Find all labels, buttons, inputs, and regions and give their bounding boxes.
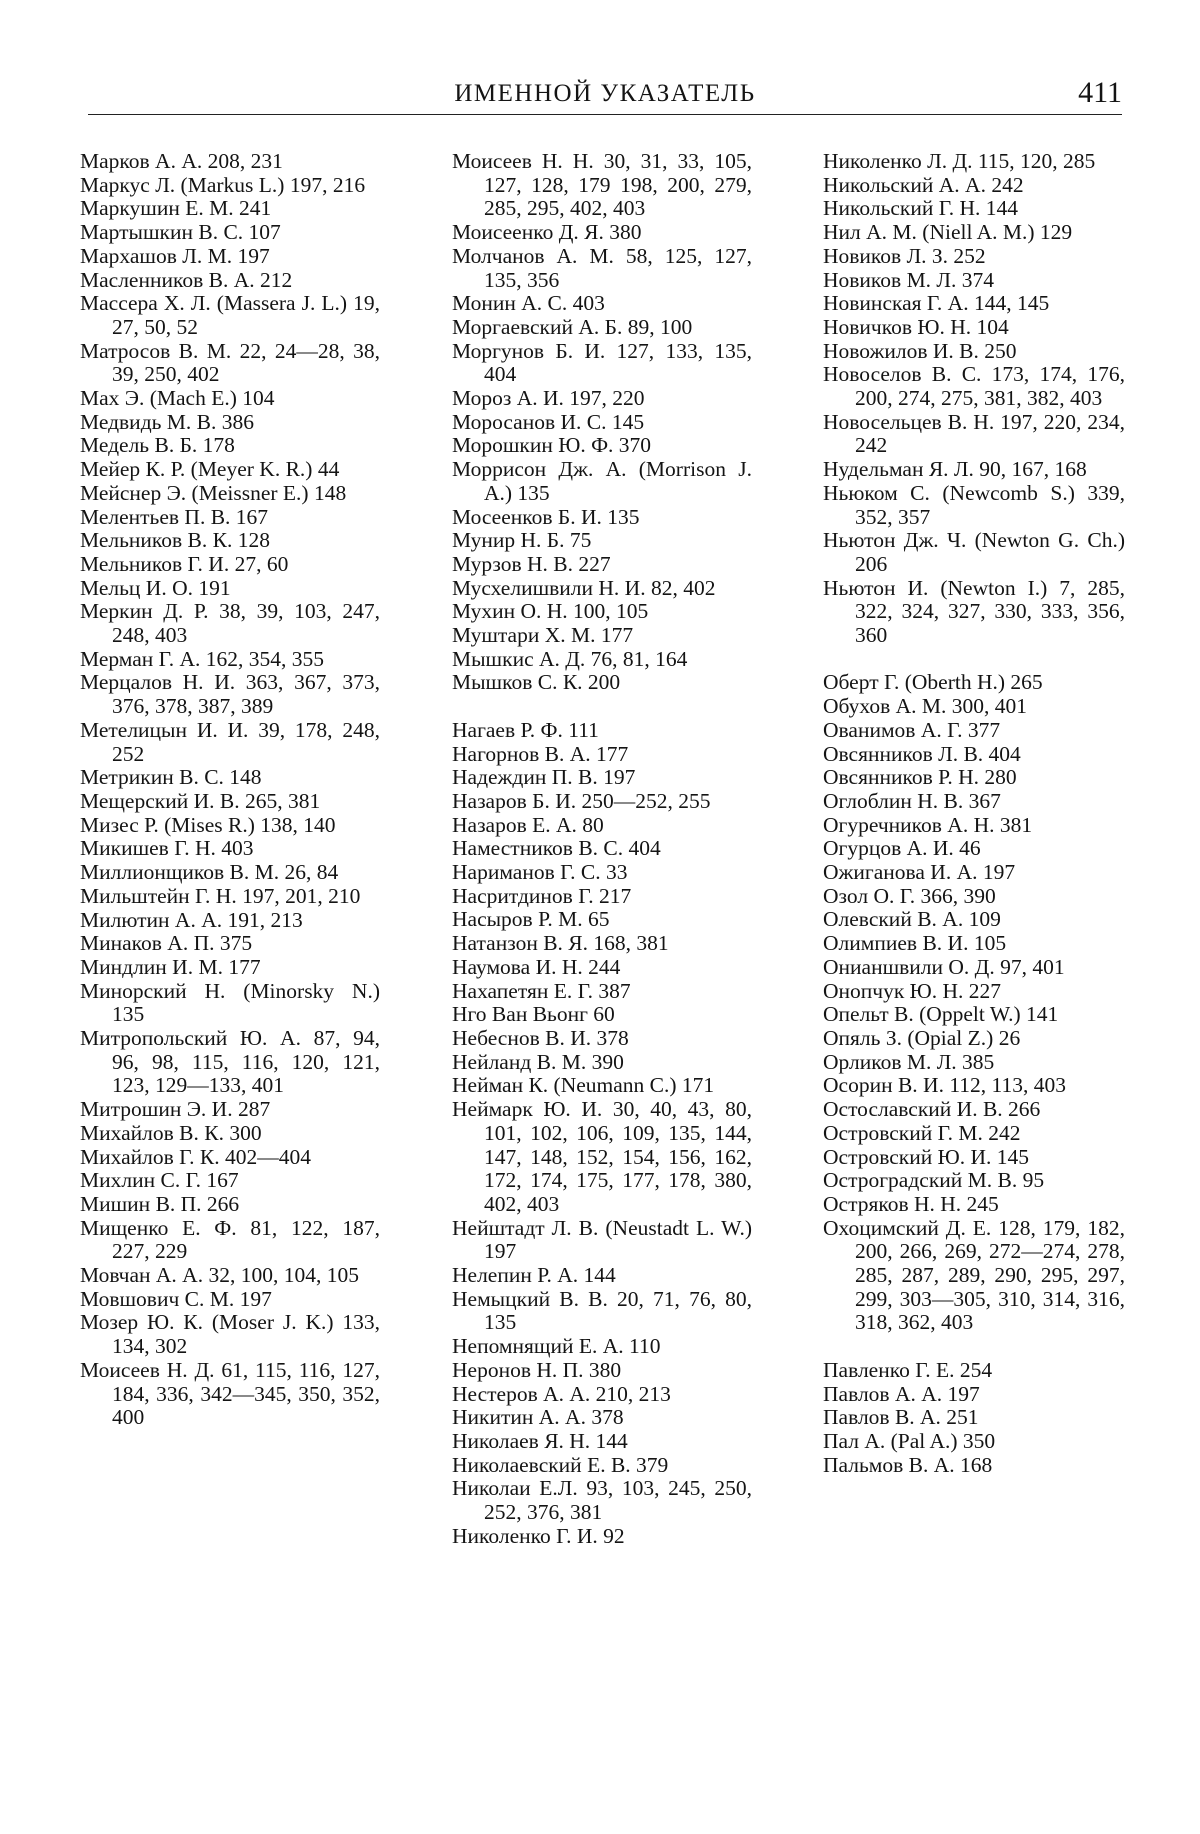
index-entry: Насритдинов Г. 217 <box>452 883 632 908</box>
index-entry: Митрошин Э. И. 287 <box>80 1097 271 1122</box>
index-entry: Онианшвили О. Д. 97, 401 <box>823 954 1065 979</box>
index-entry: Николаевский Е. В. 379 <box>452 1452 669 1477</box>
index-entry: Оглоблин Н. В. 367 <box>823 788 1001 813</box>
index-entry: Микишев Г. Н. 403 <box>80 836 254 861</box>
index-entry: Осорин В. И. 112, 113, 403 <box>823 1073 1066 1098</box>
index-entry: Небеснов В. И. 378 <box>452 1026 629 1050</box>
index-entry: Мархашов Л. М. 197 <box>80 243 270 268</box>
index-entry: Остославский И. В. 266 <box>823 1097 1041 1122</box>
index-entry: Муштари Х. М. 177 <box>452 623 634 648</box>
index-entry: Островский Г. М. 242 <box>823 1120 1021 1145</box>
index-entry: Немыцкий В. В. 20, 71, 76, 80, 135 <box>452 1286 752 1335</box>
index-entry: Миндлин И. М. 177 <box>80 954 261 979</box>
running-title: ИМЕННОЙ УКАЗАТЕЛЬ <box>454 80 756 107</box>
index-entry: Моррисон Дж. А. (Morrison J. A.) 135 <box>452 457 752 505</box>
index-entry: Николаев Я. Н. 144 <box>452 1428 628 1453</box>
index-entry: Миллионщиков В. М. 26, 84 <box>80 860 339 885</box>
index-entry: Моисеев Н. Н. 30, 31, 33, 105, 127, 128, 179 198, 200, 279, 285, 295, 402, 403 <box>452 149 752 221</box>
index-entry: Непомнящий Е. А. 110 <box>452 1334 661 1359</box>
index-entry: Мизес Р. (Mises R.) 138, 140 <box>80 812 336 837</box>
index-entry: Остроградский М. В. 95 <box>823 1168 1045 1193</box>
index-entry: Моисеев Н. Д. 61, 115, 116, 127, 184, 336, 342—345, 350, 352, 400 <box>80 1357 380 1430</box>
index-entry: Мельников В. К. 128 <box>80 528 270 553</box>
index-entry: Николенко Г. И. 92 <box>452 1523 625 1548</box>
index-entry: Орликов М. Л. 385 <box>823 1049 995 1074</box>
index-entry: Меркин Д. Р. 38, 39, 103, 247, 248, 403 <box>80 599 380 648</box>
letter-group-gap <box>452 695 752 719</box>
index-entry: Мышков С. К. 200 <box>452 670 621 695</box>
index-entry: Неймарк Ю. И. 30, 40, 43, 80, 101, 102, 106, 109, 135, 144, 147, 148, 152, 154, 156, 162, 172, 174, 175, 177, 178, 380, 402, 403 <box>452 1097 752 1216</box>
index-entry: Нудельман Я. Л. 90, 167, 168 <box>823 457 1087 482</box>
index-entry: Медель В. Б. 178 <box>80 433 235 458</box>
letter-group-gap <box>823 1335 1125 1359</box>
index-entry: Минаков А. П. 375 <box>80 931 253 956</box>
index-entry: Монин А. С. 403 <box>452 291 605 316</box>
index-entry: Нил А. М. (Niell A. M.) 129 <box>823 220 1073 245</box>
index-entry: Николенко Л. Д. 115, 120, 285 <box>823 149 1096 173</box>
index-entry: Надеждин П. В. 197 <box>452 765 636 790</box>
index-entry: Моргунов Б. И. 127, 133, 135, 404 <box>452 338 752 387</box>
index-entry: Ожиганова И. А. 197 <box>823 860 1016 885</box>
index-entry: Мельников Г. И. 27, 60 <box>80 551 289 576</box>
index-entry: Милютин А. А. 191, 213 <box>80 907 303 932</box>
index-entry: Ньюком С. (Newcomb S.) 339, 352, 357 <box>823 480 1125 529</box>
index-entry: Ованимов А. Г. 377 <box>823 717 1001 742</box>
index-entry: Мусхелишвили Н. И. 82, 402 <box>452 575 716 600</box>
index-entry: Моргаевский А. Б. 89, 100 <box>452 314 693 339</box>
index-entry: Охоцимский Д. Е. 128, 179, 182, 200, 266, 269, 272—274, 278, 285, 287, 289, 290, 295, 297, 299, 303—305, 310, 314, 316, 318, 362, 403 <box>823 1215 1125 1335</box>
index-entry: Наумова И. Н. 244 <box>452 954 621 979</box>
index-entry: Маркус Л. (Markus L.) 197, 216 <box>80 172 366 197</box>
index-entry: Мейснер Э. (Meissner E.) 148 <box>80 480 347 505</box>
index-entry: Овсянников Л. В. 404 <box>823 741 1021 766</box>
index-entry: Олевский В. А. 109 <box>823 907 1001 932</box>
index-entry: Онопчук Ю. Н. 227 <box>823 978 1002 1003</box>
index-entry: Нариманов Г. С. 33 <box>452 860 628 885</box>
index-entry: Мейер К. Р. (Meyer K. R.) 44 <box>80 457 340 482</box>
index-entry: Мовшович С. М. 197 <box>80 1286 272 1311</box>
page-number: 411 <box>1078 76 1122 109</box>
index-entry: Мартышкин В. С. 107 <box>80 220 281 245</box>
index-entry: Мовчан А. А. 32, 100, 104, 105 <box>80 1263 359 1288</box>
header-rule <box>88 114 1122 115</box>
index-entry: Михайлов В. К. 300 <box>80 1120 262 1145</box>
index-entry: Нестеров А. А. 210, 213 <box>452 1381 671 1406</box>
index-entry: Маркушин Е. М. 241 <box>80 196 272 221</box>
index-entry: Моросанов И. С. 145 <box>452 409 645 434</box>
index-entry: Ньютон Дж. Ч. (Newton G. Ch.) 206 <box>823 528 1125 576</box>
index-entry: Неронов Н. П. 380 <box>452 1357 622 1382</box>
index-entry: Метрикин В. С. 148 <box>80 765 262 790</box>
index-entry: Мельц И. О. 191 <box>80 575 231 600</box>
index-entry: Матросов В. М. 22, 24—28, 38, 39, 250, 402 <box>80 338 380 387</box>
index-entry: Морошкин Ю. Ф. 370 <box>452 433 652 458</box>
letter-group-gap <box>823 648 1125 672</box>
index-entry: Огурцов А. И. 46 <box>823 836 981 861</box>
index-entry: Нагаев Р. Ф. 111 <box>452 717 599 742</box>
index-entry: Новоселов В. С. 173, 174, 176, 200, 274, 275, 381, 382, 403 <box>823 362 1125 411</box>
index-entry: Островский Ю. И. 145 <box>823 1144 1030 1169</box>
index-entry: Митропольский Ю. А. 87, 94, 96, 98, 115, 116, 120, 121, 123, 129—133, 401 <box>80 1026 380 1098</box>
index-entry: Новиков Л. З. 252 <box>823 243 986 268</box>
index-entry: Мах Э. (Mach E.) 104 <box>80 386 275 411</box>
page-header <box>88 72 1122 112</box>
index-entry: Обухов А. М. 300, 401 <box>823 694 1027 719</box>
index-entry: Натанзон В. Я. 168, 381 <box>452 931 669 956</box>
index-entry: Насыров Р. М. 65 <box>452 907 610 932</box>
index-entry: Метелицын И. И. 39, 178, 248, 252 <box>80 717 380 766</box>
index-entry: Назаров Б. И. 250—252, 255 <box>452 788 711 813</box>
index-entry: Мухин О. Н. 100, 105 <box>452 599 649 624</box>
index-entry: Мороз А. И. 197, 220 <box>452 386 645 411</box>
index-entry: Михлин С. Г. 167 <box>80 1168 239 1193</box>
index-entry: Огуречников А. Н. 381 <box>823 812 1033 837</box>
index-entry: Ньютон И. (Newton I.) 7, 285, 322, 324, 327, 330, 333, 356, 360 <box>823 575 1125 648</box>
index-entry: Мишин В. П. 266 <box>80 1191 240 1216</box>
index-entry: Новинская Г. А. 144, 145 <box>823 291 1050 316</box>
index-entry: Озол О. Г. 366, 390 <box>823 883 996 908</box>
index-entry: Нейланд В. М. 390 <box>452 1049 624 1074</box>
index-entry: Мищенко Е. Ф. 81, 122, 187, 227, 229 <box>80 1215 380 1264</box>
index-entry: Олимпиев В. И. 105 <box>823 931 1007 956</box>
index-entry: Никольский А. А. 242 <box>823 172 1024 197</box>
index-column-1 <box>80 150 380 1430</box>
index-entry: Павлов В. А. 251 <box>823 1405 979 1430</box>
index-entry: Мещерский И. В. 265, 381 <box>80 788 321 813</box>
index-entry: Пальмов В. А. 168 <box>823 1452 993 1477</box>
index-entry: Новиков М. Л. 374 <box>823 267 995 292</box>
index-entry: Нго Ван Вьонг 60 <box>452 1002 615 1027</box>
index-entry: Назаров Е. А. 80 <box>452 812 604 837</box>
index-entry: Мерман Г. А. 162, 354, 355 <box>80 646 324 671</box>
index-entry: Нагорнов В. А. 177 <box>452 741 629 766</box>
index-entry: Мелентьев П. В. 167 <box>80 504 269 529</box>
index-entry: Павлов А. А. 197 <box>823 1381 980 1406</box>
index-entry: Опяль З. (Opial Z.) 26 <box>823 1026 1021 1050</box>
index-entry: Нейман К. (Neumann C.) 171 <box>452 1073 715 1098</box>
index-entry: Марков А. А. 208, 231 <box>80 149 283 173</box>
index-entry: Михайлов Г. К. 402—404 <box>80 1144 311 1169</box>
index-entry: Мышкис А. Д. 76, 81, 164 <box>452 646 688 671</box>
index-entry: Опельт В. (Oppelt W.) 141 <box>823 1002 1059 1027</box>
index-entry: Никитин А. А. 378 <box>452 1405 624 1430</box>
index-entry: Остряков Н. Н. 245 <box>823 1191 999 1216</box>
index-entry: Николаи Е.Л. 93, 103, 245, 250, 252, 376, 381 <box>452 1476 752 1525</box>
index-entry: Молчанов А. М. 58, 125, 127, 135, 356 <box>452 243 752 292</box>
index-entry: Наместников В. С. 404 <box>452 836 661 861</box>
index-entry: Мерцалов Н. И. 363, 367, 373, 376, 378, 387, 389 <box>80 670 380 719</box>
index-entry: Никольский Г. Н. 144 <box>823 196 1019 221</box>
index-column-2 <box>452 150 752 1548</box>
index-entry: Минорский Н. (Minorsky N.) 135 <box>80 978 380 1027</box>
index-column-3 <box>823 150 1125 1477</box>
index-entry: Мунир Н. Б. 75 <box>452 528 592 553</box>
index-entry: Масленников В. А. 212 <box>80 267 293 292</box>
index-entry: Новосельцев В. Н. 197, 220, 234, 242 <box>823 409 1125 458</box>
index-entry: Мосеенков Б. И. 135 <box>452 504 640 529</box>
index-entry: Медвидь М. В. 386 <box>80 409 255 434</box>
index-entry: Мурзов Н. В. 227 <box>452 551 611 576</box>
index-entry: Оберт Г. (Oberth H.) 265 <box>823 670 1043 695</box>
index-entry: Новожилов И. В. 250 <box>823 338 1017 363</box>
index-entry: Моисеенко Д. Я. 380 <box>452 220 642 245</box>
index-entry: Павленко Г. Е. 254 <box>823 1357 993 1382</box>
index-entry: Нахапетян Е. Г. 387 <box>452 978 631 1003</box>
index-entry: Нелепин Р. А. 144 <box>452 1263 616 1288</box>
index-entry: Пал А. (Pal A.) 350 <box>823 1428 996 1453</box>
index-entry: Мозер Ю. К. (Moser J. K.) 133, 134, 302 <box>80 1310 380 1359</box>
index-entry: Массера Х. Л. (Massera J. L.) 19, 27, 50, 52 <box>80 291 380 339</box>
index-entry: Нейштадт Л. В. (Neustadt L. W.) 197 <box>452 1215 752 1264</box>
index-entry: Мильштейн Г. Н. 197, 201, 210 <box>80 883 361 908</box>
index-entry: Овсянников Р. Н. 280 <box>823 765 1017 790</box>
index-entry: Новичков Ю. Н. 104 <box>823 314 1009 339</box>
